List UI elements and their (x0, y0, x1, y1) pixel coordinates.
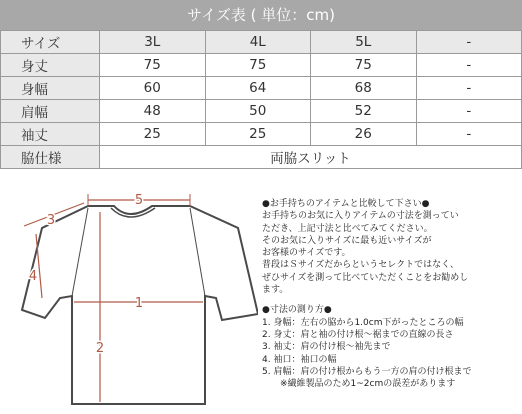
comparison-text: ぜひサイズを測って比べていただくことをお勧めし (262, 272, 469, 283)
table-row (1, 100, 522, 123)
table-cell: 26 (311, 123, 417, 146)
column-header: 3L (100, 31, 206, 54)
column-header: サイズ (1, 31, 100, 54)
side-slit-value: 両脇スリット (100, 146, 522, 169)
row-label: 身幅 (1, 77, 100, 100)
table-cell: 75 (205, 54, 311, 77)
table-row (1, 54, 522, 77)
row-label: 身丈 (1, 54, 100, 77)
measure-note: ※繊維製品のため1~2cmの誤差があります (262, 379, 456, 390)
row-label: 脇仕様 (1, 146, 100, 169)
comparison-text: 普段はＳサイズだからというセレクトではなく、 (262, 260, 459, 271)
table-cell: - (416, 100, 522, 123)
comparison-text: お客様のサイズです。 (262, 248, 351, 259)
row-label: 袖丈 (1, 123, 100, 146)
dimension-label-3: 3 (46, 213, 56, 228)
table-cell: 52 (311, 100, 417, 123)
measure-item: 3. 袖丈：肩の付け根～袖先まで (262, 342, 391, 353)
table-cell: - (416, 123, 522, 146)
measure-item: 1. 身幅：左右の脇から1.0cm下がったところの幅 (262, 317, 464, 328)
table-cell: - (416, 54, 522, 77)
comparison-title: ●お手持ちのアイテムと比較して下さい● (262, 199, 430, 209)
table-cell: 50 (205, 100, 311, 123)
dimension-label-5: 5 (134, 193, 144, 208)
table-cell: 25 (205, 123, 311, 146)
size-chart-title: サイズ表 ( 単位：cm) (0, 0, 522, 30)
measure-item: 2. 身丈：肩と袖の付け根～裾までの直線の長さ (262, 329, 454, 340)
dimension-label-2: 2 (95, 341, 105, 356)
table-cell: - (416, 77, 522, 100)
tshirt-measurement-diagram (0, 186, 258, 414)
comparison-text: そのお気に入りサイズに最も近いサイズが (262, 235, 432, 246)
comparison-text: ます。 (262, 285, 289, 296)
dimension-label-1: 1 (134, 296, 144, 311)
table-cell: 25 (100, 123, 206, 146)
column-header: 5L (311, 31, 417, 54)
notes-panel (262, 198, 520, 390)
row-label: 肩幅 (1, 100, 100, 123)
table-header-row (1, 31, 522, 54)
table-cell: 68 (311, 77, 417, 100)
table-cell: 64 (205, 77, 311, 100)
measure-item: 5. 肩幅：肩の付け根からもう一方の肩の付け根まで (262, 366, 472, 377)
table-row (1, 77, 522, 100)
table-cell: 75 (311, 54, 417, 77)
table-cell: 48 (100, 100, 206, 123)
table-row (1, 146, 522, 169)
measure-item: 4. 袖口：袖口の幅 (262, 354, 337, 365)
table-cell: 75 (100, 54, 206, 77)
measure-title: ●寸法の測り方● (262, 305, 332, 316)
table-row (1, 123, 522, 146)
comparison-text: ただき、上記寸法と比べてみてください。 (262, 223, 433, 234)
table-cell: 60 (100, 77, 206, 100)
size-table (0, 30, 522, 169)
column-header: 4L (205, 31, 311, 54)
dimension-label-4: 4 (28, 269, 38, 284)
column-header: - (416, 31, 522, 54)
comparison-text: お手持ちのお気に入りアイテムの寸法を測ってい (262, 211, 459, 222)
